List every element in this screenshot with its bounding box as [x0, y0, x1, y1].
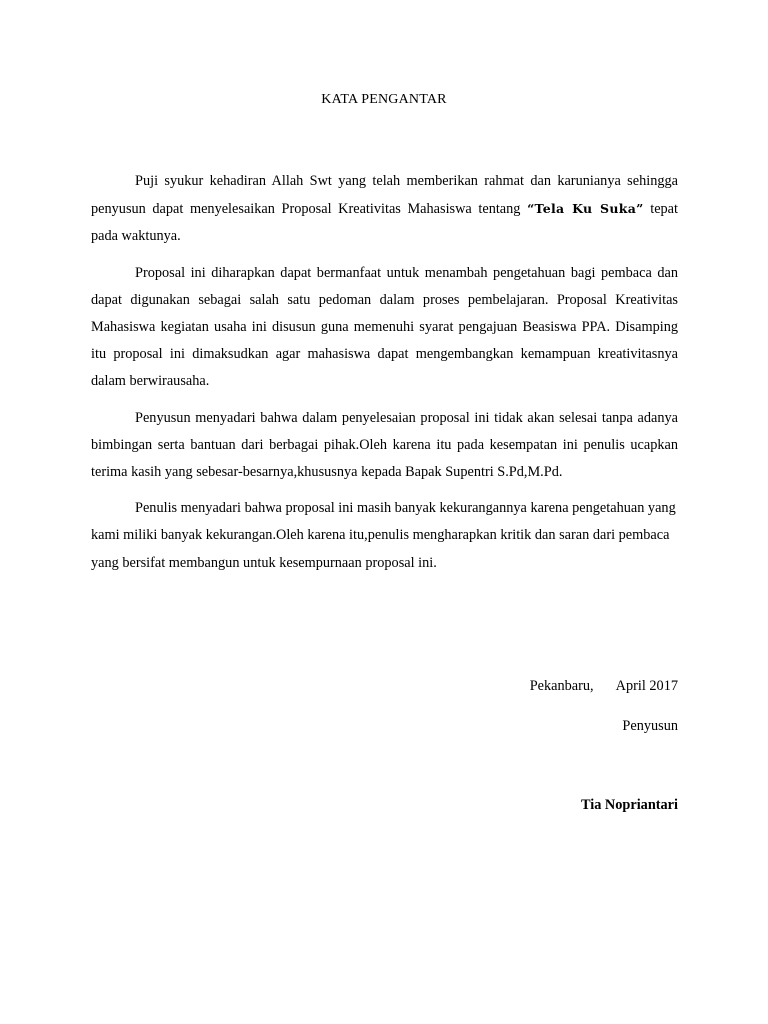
body-text — [91, 168, 678, 586]
place-date — [530, 678, 678, 695]
paragraph-4: Penulis menyadari bahwa proposal ini masih banyak kekurangannya karena pengetahuan yang kami miliki banyak kekurangan.Oleh karena itu,penulis mengharapkan kritik dan saran dari pembaca yang bersifat membangun untuk kesempurnaan proposal ini. — [91, 500, 676, 571]
author-role: Penyusun — [622, 718, 678, 734]
place: Pekanbaru, — [529, 678, 594, 694]
paragraph-1-before: Puji syukur kehadiran Allah Swt yang telah memberikan rahmat dan karunianya sehingga penyusun dapat menyelesaikan Proposal Kreativitas Mahasiswa tentang — [91, 173, 678, 218]
paragraph-3: Penyusun menyadari bahwa dalam penyelesaian proposal ini tidak akan selesai tanpa adanya bimbingan serta bantuan dari berbagai pihak.Oleh karena itu pada kesempatan ini penulis ucapkan terima kasih yang sebesar-besarnya,khususnya kepada Bapak Supentri S.Pd,M.Pd. — [91, 409, 678, 481]
paragraph-1-after: tepat pada waktunya. — [91, 201, 679, 245]
signer-name: Tia Nopriantari — [580, 797, 678, 813]
paragraph-1 — [91, 168, 678, 251]
date: April 2017 — [615, 678, 678, 694]
page-title: KATA PENGANTAR — [321, 92, 447, 107]
paragraph-1-emphasis: “Tela Ku Suka” — [527, 201, 644, 217]
paragraph-2: Proposal ini diharapkan dapat bermanfaat untuk menambah pengetahuan bagi pembaca dan dapat digunakan sebagai salah satu pedoman dalam proses pembelajaran. Proposal Kreativitas Mahasiswa kegiatan usaha ini disusun guna memenuhi syarat pengajuan Beasiswa PPA. Disamping itu proposal ini dimaksudkan agar mahasiswa dapat mengembangkan kemampuan kreativitasnya dalam berwirausaha. — [91, 264, 678, 390]
